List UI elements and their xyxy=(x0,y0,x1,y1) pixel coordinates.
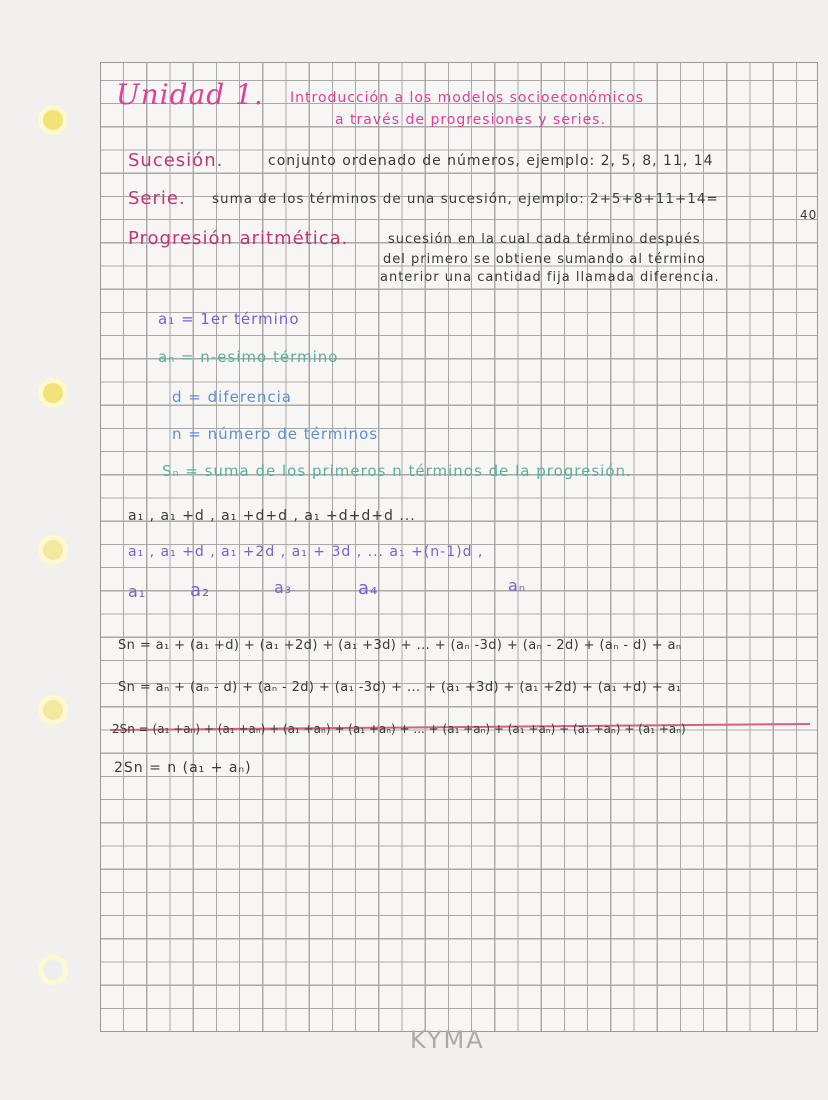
def-progresion-2: del primero se obtiene sumando al término xyxy=(383,252,706,267)
label-a2: a₂ xyxy=(190,580,211,601)
binder-hole xyxy=(38,535,68,565)
binder-hole xyxy=(38,695,68,725)
binder-hole xyxy=(38,955,68,985)
unit-title: Unidad 1. xyxy=(116,78,264,111)
def-progresion-1: sucesión en la cual cada término después xyxy=(388,232,701,247)
var-d: d = diferencia xyxy=(172,388,293,406)
equation-sn-reverse: Sn = aₙ + (aₙ - d) + (aₙ - 2d) + (a₁ -3d) + ... + (a₁ +3d) + (a₁ +2d) + (a₁ +d) + a₁ xyxy=(118,680,682,695)
equation-2sn-result: 2Sn = n (a₁ + aₙ) xyxy=(114,760,252,776)
def-sucesion: conjunto ordenado de números, ejemplo: 2, 5, 8, 11, 14 xyxy=(268,153,714,169)
label-a4: a₄ xyxy=(358,578,379,599)
var-n: n = número de términos xyxy=(172,425,379,443)
var-a1: a₁ = 1er término xyxy=(158,310,300,328)
var-an: aₙ = n-esimo término xyxy=(158,348,339,366)
title-line-1: Introducción a los modelos socioeconómicos xyxy=(290,90,644,106)
label-an: aₙ xyxy=(508,576,527,595)
sequence-expanded: a₁ , a₁ +d , a₁ +d+d , a₁ +d+d+d ... xyxy=(128,508,416,524)
term-progresion: Progresión aritmética. xyxy=(128,228,349,249)
def-serie: suma de los términos de una sucesión, ejemplo: 2+5+8+11+14= xyxy=(212,191,719,207)
label-a3: a₃ xyxy=(274,578,293,597)
term-sucesion: Sucesión. xyxy=(128,150,224,171)
serie-result: 40 xyxy=(800,208,818,222)
term-serie: Serie. xyxy=(128,188,186,209)
equation-sn-forward: Sn = a₁ + (a₁ +d) + (a₁ +2d) + (a₁ +3d) + ... + (aₙ -3d) + (aₙ - 2d) + (aₙ - d) + aₙ xyxy=(118,638,682,653)
title-line-2: a través de progresiones y series. xyxy=(335,112,606,128)
label-a1: a₁ xyxy=(128,582,147,601)
def-progresion-3: anterior una cantidad fija llamada diferencia. xyxy=(380,270,720,285)
binder-hole xyxy=(38,378,68,408)
binder-hole xyxy=(38,105,68,135)
kyma-watermark: KYMA xyxy=(410,1026,485,1054)
equation-2sn-sum: 2Sn = (a₁ +aₙ) + (a₁ +aₙ) + (a₁ +aₙ) + (a₁ +aₙ) + ... + (a₁ +aₙ) + (a₁ +aₙ) + (a₁ +aₙ) + (a₁ +aₙ) xyxy=(112,722,686,736)
var-sn: Sₙ = suma de los primeros n términos de la progresión. xyxy=(162,462,632,480)
sequence-general: a₁ , a₁ +d , a₁ +2d , a₁ + 3d , ... a₁ +(n-1)d , xyxy=(128,544,484,560)
